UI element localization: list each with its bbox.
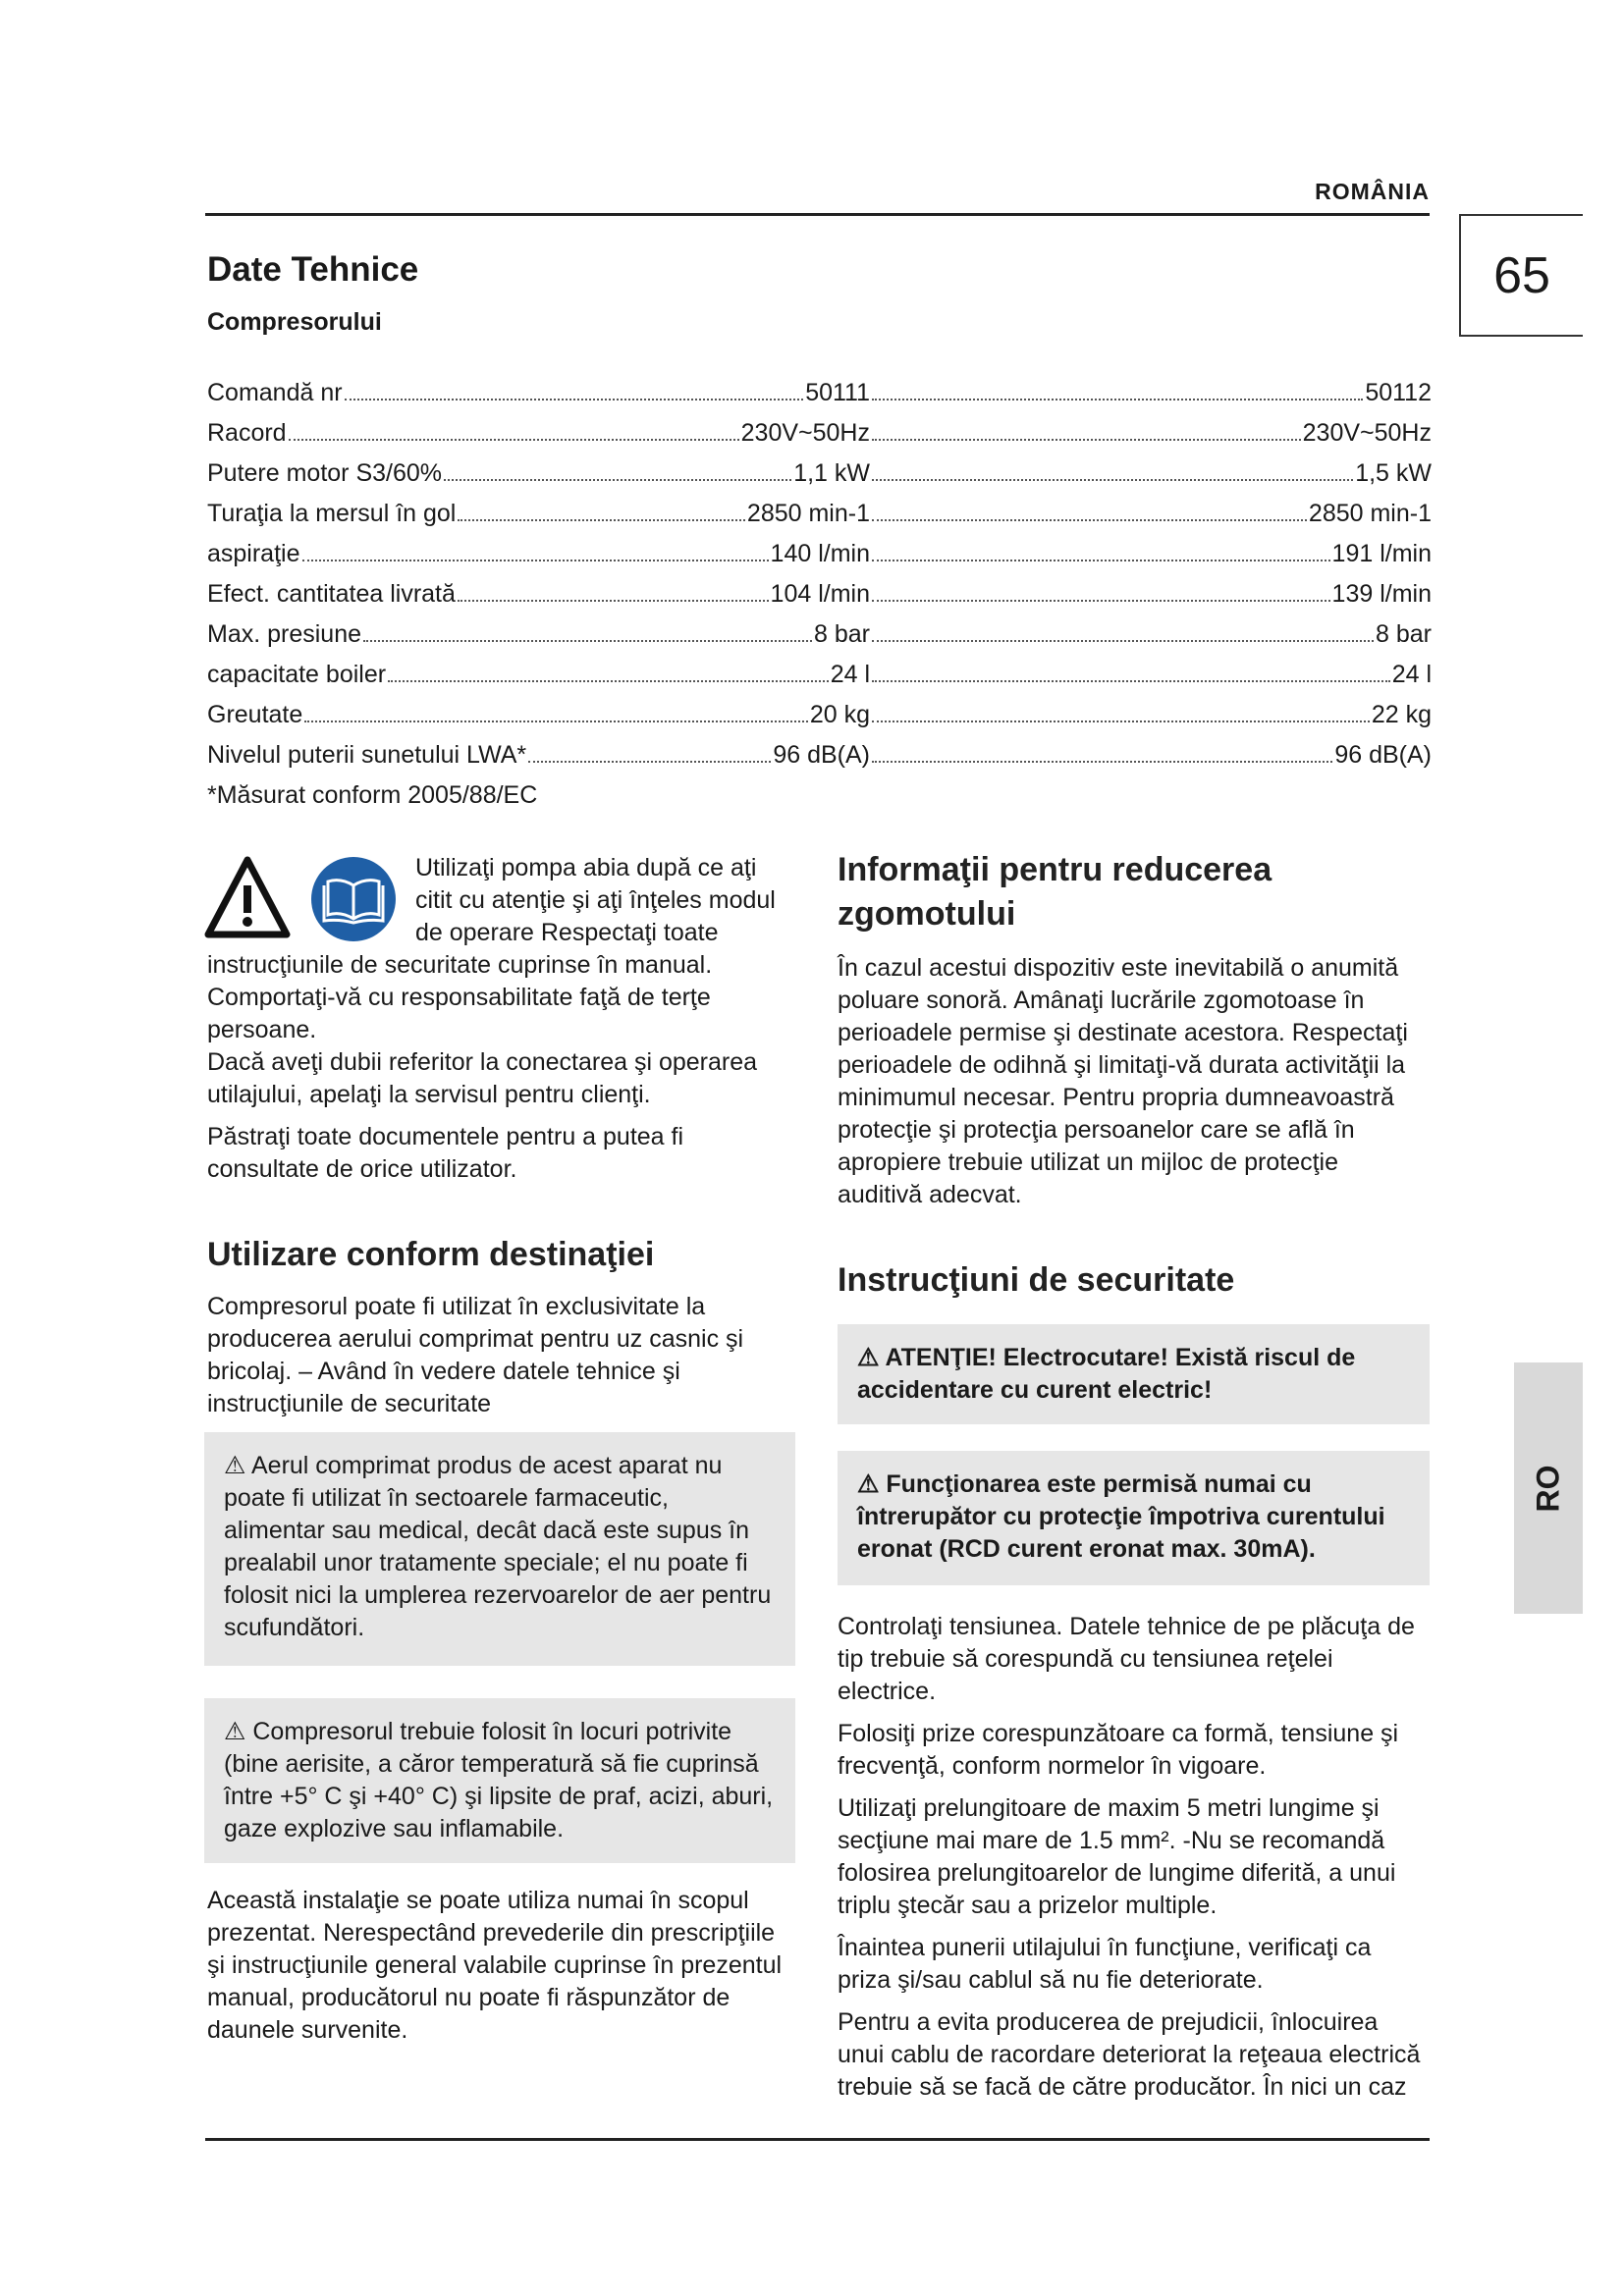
spec-value-50111: 24 l: [830, 661, 870, 688]
warning-box-medical: [204, 1432, 795, 1666]
dot-leader: [872, 459, 1353, 481]
warning-icon: ⚠: [857, 1344, 886, 1371]
safety-text: [838, 1611, 1430, 2113]
warning-box-location: [204, 1698, 795, 1863]
dot-leader: [304, 701, 808, 722]
dot-leader: [528, 741, 771, 763]
safety-p1: Controlaţi tensiunea. Datele tehnice de pe plăcuţa de tip trebuie să corespundă cu tensiunea reţelei electrice.: [838, 1613, 1415, 1705]
spec-footnote: *Măsurat conform 2005/88/EC: [207, 781, 538, 809]
dot-leader: [458, 580, 769, 602]
spec-value-50111: 1,1 kW: [793, 459, 870, 487]
spec-label: Greutate: [207, 701, 303, 728]
spec-label: Racord: [207, 419, 287, 447]
dot-leader: [388, 661, 829, 682]
liability-text: Această instalaţie se poate utiliza numai în scopul prezentat. Nerespectând prevederile din prescripţiile şi instrucţiunile general valabile cuprinse în prezentul manual, producătorul nu poate fi răspunzător de daunele survenite.: [207, 1887, 783, 2044]
warning-box-electric: [838, 1324, 1430, 1424]
intended-use-text: Compresorul poate fi utilizat în exclusivitate la producerea aerului comprimat pentru uz casnic şi bricolaj. – Având în vedere datele tehnice şi instrucţiunile de securitate: [207, 1293, 744, 1417]
spec-value-50111: 96 dB(A): [773, 741, 870, 769]
spec-row: [207, 614, 1432, 655]
spec-value-50111: 20 kg: [809, 701, 870, 728]
spec-value-50112: 191 l/min: [1331, 540, 1432, 567]
spec-value-50111: 8 bar: [814, 620, 870, 648]
spec-label: Efect. cantitatea livrată: [207, 580, 456, 608]
warning-box-text: Funcţionarea este permisă numai cu întrerupător cu protecţie împotriva curentului eronat (RCD curent eronat max. 30mA).: [857, 1470, 1385, 1563]
spec-value-50111: 50111: [805, 379, 870, 406]
spec-value-50112: 24 l: [1391, 661, 1432, 688]
dot-leader: [872, 701, 1370, 722]
dot-leader: [872, 419, 1301, 441]
intended-use-heading: Utilizare conform destinaţiei: [207, 1236, 655, 1273]
safety-p5: Pentru a evita producerea de prejudicii, înlocuirea unui cablu de racordare deteriorat la reţeaua electrică trebuie să se facă de către producător. În nici un caz: [838, 2008, 1421, 2101]
country-label: ROMÂNIA: [1315, 179, 1430, 204]
safety-p4: Înaintea punerii utilajului în funcţiune, verificaţi ca priza şi/sau cablul să nu fie deteriorate.: [838, 1934, 1372, 1994]
warning-box-rcd: [838, 1451, 1430, 1585]
dot-leader: [872, 379, 1363, 400]
dot-leader: [345, 379, 804, 400]
spec-label: aspiraţie: [207, 540, 300, 567]
noise-heading: Informaţii pentru reducerea zgomotului: [838, 851, 1272, 933]
spec-value-50112: 22 kg: [1371, 701, 1432, 728]
spec-value-50112: 1,5 kW: [1355, 459, 1432, 487]
safety-heading: Instrucţiuni de securitate: [838, 1261, 1235, 1299]
warning-icon: ⚠: [224, 1718, 253, 1745]
spec-table: [207, 373, 1432, 816]
dot-leader: [872, 500, 1307, 521]
warning-box-text: Aerul comprimat produs de acest aparat nu poate fi utilizat în sectoarele farmaceutic, alimentar sau medical, decât dacă este supus în prealabil unor tratamente speciale; el nu poate fi folosit nici la umplerea rezervoarelor de aer pentru scufundători.: [224, 1452, 772, 1641]
warning-triangle-icon: [204, 856, 291, 943]
spec-label: Nivelul puterii sunetului LWA*: [207, 741, 527, 769]
dot-leader: [363, 620, 812, 642]
dot-leader: [289, 419, 739, 441]
intro-top-text: Utilizaţi pompa abia după ce aţi citit cu atenţie şi aţi înţeles modul de operare Respectaţi toate: [415, 854, 776, 946]
warning-box-text: ATENŢIE! Electrocutare! Există riscul de accidentare cu curent electric!: [857, 1344, 1356, 1404]
spec-value-50111: 230V~50Hz: [740, 419, 870, 447]
spec-label: Turaţia la mersul în gol: [207, 500, 457, 527]
spec-row: [207, 454, 1432, 494]
safety-p2: Folosiţi prize corespunzătoare ca formă, tensiune şi frecvenţă, conform normelor în vigoare.: [838, 1720, 1399, 1780]
read-manual-icon: [310, 856, 397, 947]
spec-row: [207, 373, 1432, 413]
intro-p2: Dacă aveţi dubii referitor la conectarea şi operarea utilajului, apelaţi la servisul pentru clienţi.: [207, 1048, 758, 1108]
spec-row: [207, 494, 1432, 534]
intro-block: [207, 949, 796, 1196]
dot-leader: [872, 620, 1374, 642]
spec-label: capacitate boiler: [207, 661, 387, 688]
dot-leader: [302, 540, 769, 561]
dot-leader: [872, 661, 1390, 682]
spec-label: Max. presiune: [207, 620, 362, 648]
dot-leader: [458, 500, 745, 521]
noise-text: În cazul acestui dispozitiv este inevitabilă o anumită poluare sonoră. Amânaţi lucrările zgomotoase în perioadele permise şi destinate acestora. Respectaţi perioadele de odihnă şi limitaţi-vă durata activităţii la minimumul necesar. Pentru propria dumneavoastră protecţie şi protecţia persoanelor care se află în apropiere trebuie utilizat un mijloc de protecţie auditivă adecvat.: [838, 954, 1408, 1208]
spec-label: Putere motor S3/60%: [207, 459, 443, 487]
page-number: 65: [1459, 214, 1583, 337]
spec-value-50112: 8 bar: [1376, 620, 1432, 648]
warning-box-text: Compresorul trebuie folosit în locuri potrivite (bine aerisite, a căror temperatură să fie cuprinsă între +5° C şi +40° C) şi lipsite de praf, acizi, aburi, gaze explozive sau inflamabile.: [224, 1718, 774, 1842]
tech-subtitle: Compresorului: [207, 308, 382, 336]
bottom-rule: [205, 2138, 1430, 2141]
spec-value-50112: 2850 min-1: [1308, 500, 1432, 527]
dot-leader: [872, 741, 1332, 763]
spec-value-50112: 96 dB(A): [1334, 741, 1432, 769]
spec-value-50112: 50112: [1365, 379, 1432, 406]
spec-row: [207, 413, 1432, 454]
intro-p3: Păstraţi toate documentele pentru a putea fi consultate de orice utilizator.: [207, 1123, 684, 1183]
spec-value-50112: 139 l/min: [1331, 580, 1432, 608]
spec-row: [207, 574, 1432, 614]
warning-icon: ⚠: [224, 1452, 251, 1479]
spec-row: [207, 735, 1432, 775]
spec-value-50111: 2850 min-1: [746, 500, 870, 527]
tech-title: Date Tehnice: [207, 250, 419, 289]
dot-leader: [872, 580, 1330, 602]
language-tab: [1514, 1362, 1583, 1614]
spec-value-50111: 140 l/min: [770, 540, 870, 567]
top-rule: [205, 213, 1430, 216]
spec-value-50111: 104 l/min: [770, 580, 870, 608]
spec-row: [207, 695, 1432, 735]
dot-leader: [872, 540, 1330, 561]
safety-p3: Utilizaţi prelungitoare de maxim 5 metri lungime şi secţiune mai mare de 1.5 mm². -Nu se recomandă folosirea prelungitoarelor de lungime diferită, a unui triplu ştecăr sau a prizelor multiple.: [838, 1794, 1396, 1919]
spec-value-50112: 230V~50Hz: [1302, 419, 1432, 447]
intro-rest: instrucţiunile de securitate cuprinse în manual. Comportaţi-vă cu responsabilitate faţă de terţe persoane.: [207, 951, 713, 1043]
spec-row: [207, 655, 1432, 695]
warning-icon: ⚠: [857, 1470, 887, 1498]
spec-label: Comandă nr: [207, 379, 343, 406]
dot-leader: [444, 459, 791, 481]
language-tab-label: RO: [1530, 1465, 1566, 1512]
spec-row: [207, 534, 1432, 574]
